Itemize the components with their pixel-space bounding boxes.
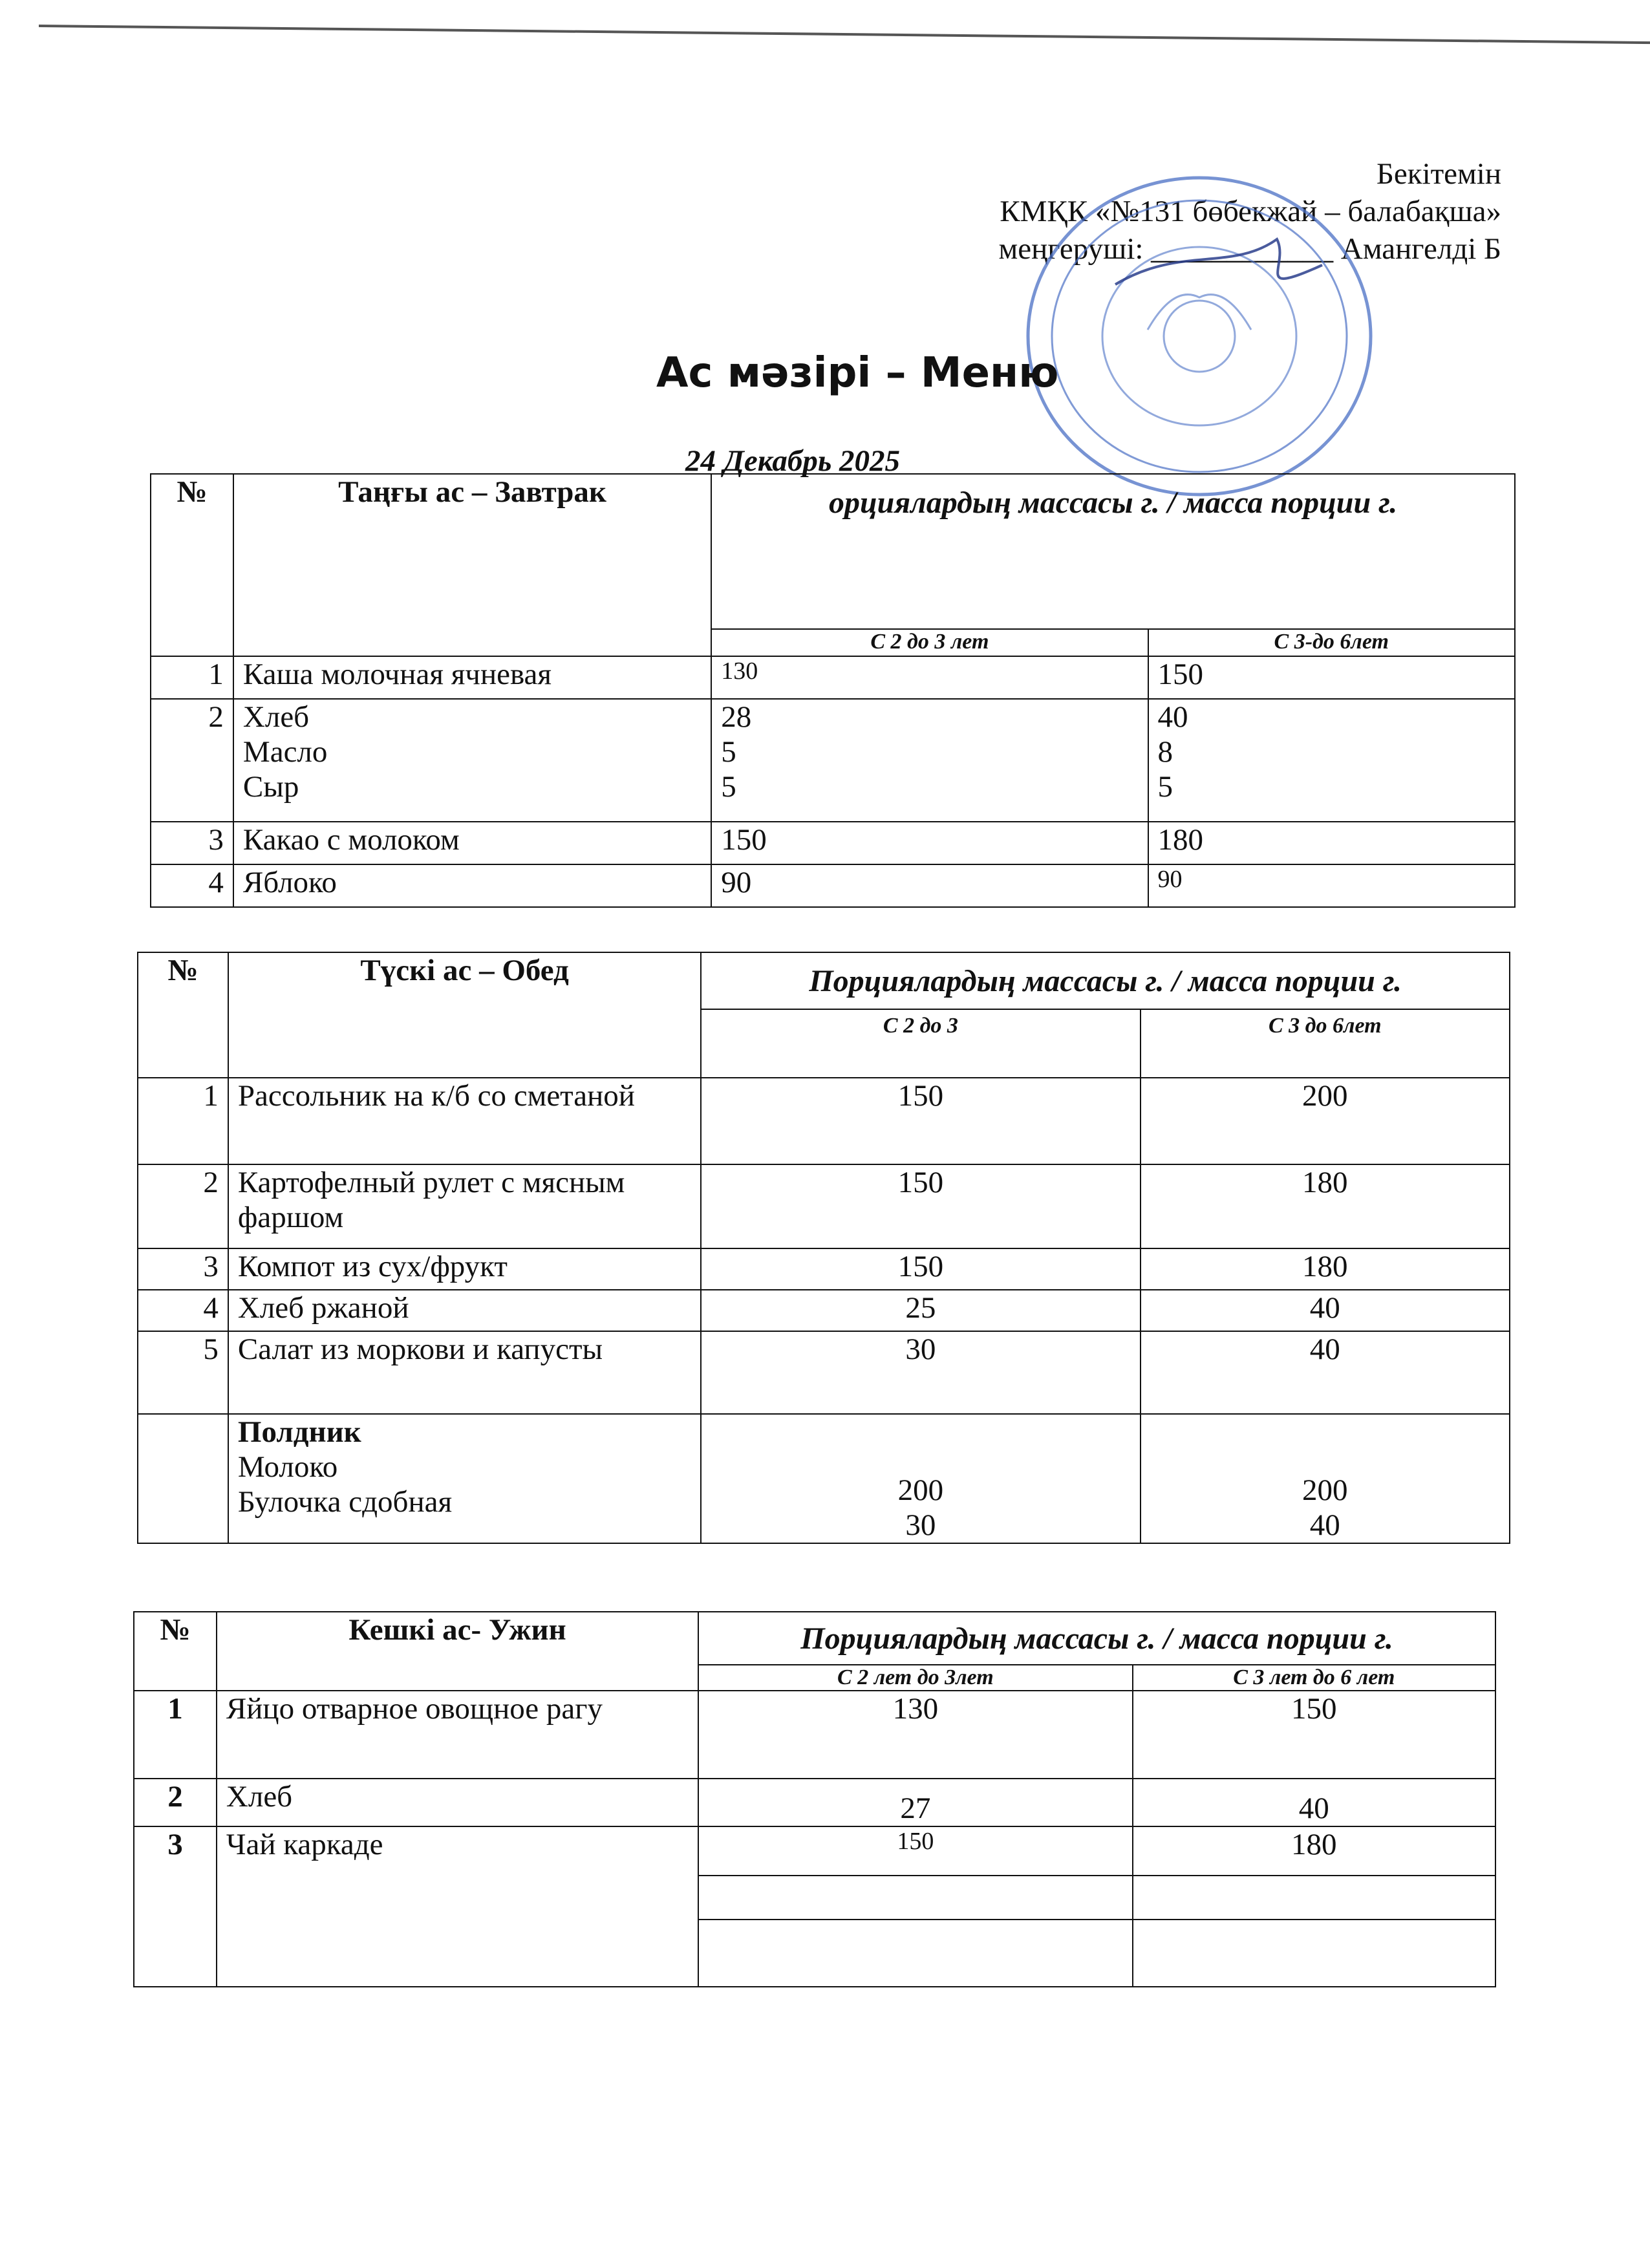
dinner-amount-b: 180 [1133, 1826, 1495, 1876]
lunch-amount-a: 30 [701, 1331, 1140, 1414]
breakfast-amount-a: 5 [721, 770, 736, 804]
breakfast-table [150, 473, 1516, 908]
dinner-empty-cell [698, 1920, 1132, 1987]
breakfast-item: Сыр [242, 770, 299, 804]
lunch-amount-b: 40 [1141, 1331, 1510, 1414]
dinner-item: Чай каркаде [217, 1826, 698, 1987]
breakfast-amount-a: 130 [711, 656, 1148, 699]
breakfast-amount-b: 5 [1157, 770, 1173, 804]
dinner-amount-b: 150 [1133, 1691, 1495, 1779]
breakfast-age-col-2: С 3-до 6лет [1148, 629, 1515, 656]
dinner-meal-header: Кешкі ас- Ужин [217, 1612, 698, 1691]
lunch-row-no: 2 [138, 1164, 228, 1248]
snack-items-cell [228, 1414, 701, 1543]
lunch-age-col-2: С 3 до 6лет [1141, 1009, 1510, 1078]
breakfast-items-cell [233, 699, 711, 822]
lunch-item: Компот из сух/фрукт [228, 1248, 701, 1290]
snack-amounts-a-cell [701, 1414, 1140, 1543]
breakfast-no-header: № [151, 474, 233, 656]
breakfast-amount-b: 40 [1157, 700, 1188, 734]
dinner-age-col-2: С 3 лет до 6 лет [1133, 1665, 1495, 1691]
snack-amount-a: 30 [905, 1508, 936, 1542]
dinner-row-no: 3 [134, 1826, 217, 1987]
lunch-portion-header: Порциялардың массасы г. / масса порции г. [701, 952, 1510, 1009]
approval-line-1: Бекітемін [1376, 157, 1501, 191]
menu-date: 24 Декабрь 2025 [685, 444, 901, 478]
breakfast-amount-a: 28 [721, 700, 752, 734]
dinner-amount-a: 130 [698, 1691, 1132, 1779]
breakfast-item: Какао с молоком [233, 822, 711, 864]
snack-amount-b: 40 [1309, 1508, 1340, 1542]
lunch-meal-header: Түскі ас – Обед [228, 952, 701, 1078]
lunch-amount-b: 40 [1141, 1290, 1510, 1331]
breakfast-item: Яблоко [233, 864, 711, 907]
breakfast-amount-b: 8 [1157, 735, 1173, 769]
breakfast-row-no: 1 [151, 656, 233, 699]
lunch-row-no: 3 [138, 1248, 228, 1290]
dinner-amount-a: 27 [698, 1779, 1132, 1826]
breakfast-amount-b: 90 [1148, 864, 1515, 907]
snack-item: Молоко [237, 1450, 338, 1484]
breakfast-amounts-a-cell [711, 699, 1148, 822]
snack-no-cell [138, 1414, 228, 1543]
dinner-table [133, 1611, 1496, 1987]
lunch-amount-a: 150 [701, 1078, 1140, 1164]
dinner-empty-cell [698, 1876, 1132, 1920]
dinner-empty-cell [1133, 1920, 1495, 1987]
breakfast-row-no: 3 [151, 822, 233, 864]
lunch-row-no: 1 [138, 1078, 228, 1164]
breakfast-item: Хлеб [242, 700, 310, 734]
official-stamp-icon [1018, 168, 1380, 504]
snack-amount-a: 200 [897, 1473, 944, 1507]
dinner-row-no: 1 [134, 1691, 217, 1779]
lunch-age-col-1: С 2 до 3 [701, 1009, 1140, 1078]
scan-edge-line [39, 25, 1650, 44]
snack-amount-b: 200 [1302, 1473, 1348, 1507]
lunch-amount-b: 180 [1141, 1248, 1510, 1290]
lunch-row-no: 5 [138, 1331, 228, 1414]
breakfast-portion-header: орциялардың массасы г. / масса порции г. [711, 474, 1515, 629]
approval-line-3: меңгеруші: ____________ Амангелді Б [998, 232, 1501, 266]
lunch-item: Хлеб ржаной [228, 1290, 701, 1331]
snack-amounts-b-cell [1141, 1414, 1510, 1543]
breakfast-meal-header: Таңғы ас – Завтрак [233, 474, 711, 656]
lunch-table [137, 952, 1510, 1544]
dinner-amount-a: 150 [698, 1826, 1132, 1876]
dinner-item: Хлеб [217, 1779, 698, 1826]
dinner-item: Яйцо отварное овощное рагу [217, 1691, 698, 1779]
dinner-row-no: 2 [134, 1779, 217, 1826]
lunch-amount-b: 180 [1141, 1164, 1510, 1248]
dinner-age-col-1: С 2 лет до 3лет [698, 1665, 1132, 1691]
lunch-amount-a: 25 [701, 1290, 1140, 1331]
dinner-portion-header: Порциялардың массасы г. / масса порции г. [698, 1612, 1495, 1665]
dinner-amount-b: 40 [1133, 1779, 1495, 1826]
breakfast-item: Масло [242, 735, 328, 769]
breakfast-amounts-b-cell [1148, 699, 1515, 822]
breakfast-amount-b: 180 [1148, 822, 1515, 864]
breakfast-amount-b: 150 [1148, 656, 1515, 699]
lunch-item: Картофелный рулет с мясным фаршом [228, 1164, 701, 1248]
breakfast-row-no: 2 [151, 699, 233, 822]
lunch-no-header: № [138, 952, 228, 1078]
breakfast-row-no: 4 [151, 864, 233, 907]
breakfast-amount-a: 150 [711, 822, 1148, 864]
dinner-empty-cell [1133, 1876, 1495, 1920]
breakfast-amount-a: 90 [711, 864, 1148, 907]
breakfast-age-col-1: С 2 до 3 лет [711, 629, 1148, 656]
lunch-item: Салат из моркови и капусты [228, 1331, 701, 1414]
lunch-amount-b: 200 [1141, 1078, 1510, 1164]
snack-title: Полдник [237, 1415, 361, 1449]
breakfast-amount-a: 5 [721, 735, 736, 769]
lunch-row-no: 4 [138, 1290, 228, 1331]
lunch-amount-a: 150 [701, 1164, 1140, 1248]
lunch-item: Рассольник на к/б со сметаной [228, 1078, 701, 1164]
lunch-amount-a: 150 [701, 1248, 1140, 1290]
approval-line-2: КМҚК «№131 бөбекжай – балабақша» [1000, 195, 1501, 228]
snack-item: Булочка сдобная [237, 1485, 453, 1519]
page-title: Ас мәзірі – Меню [656, 349, 1059, 397]
dinner-no-header: № [134, 1612, 217, 1691]
breakfast-item: Каша молочная ячневая [233, 656, 711, 699]
